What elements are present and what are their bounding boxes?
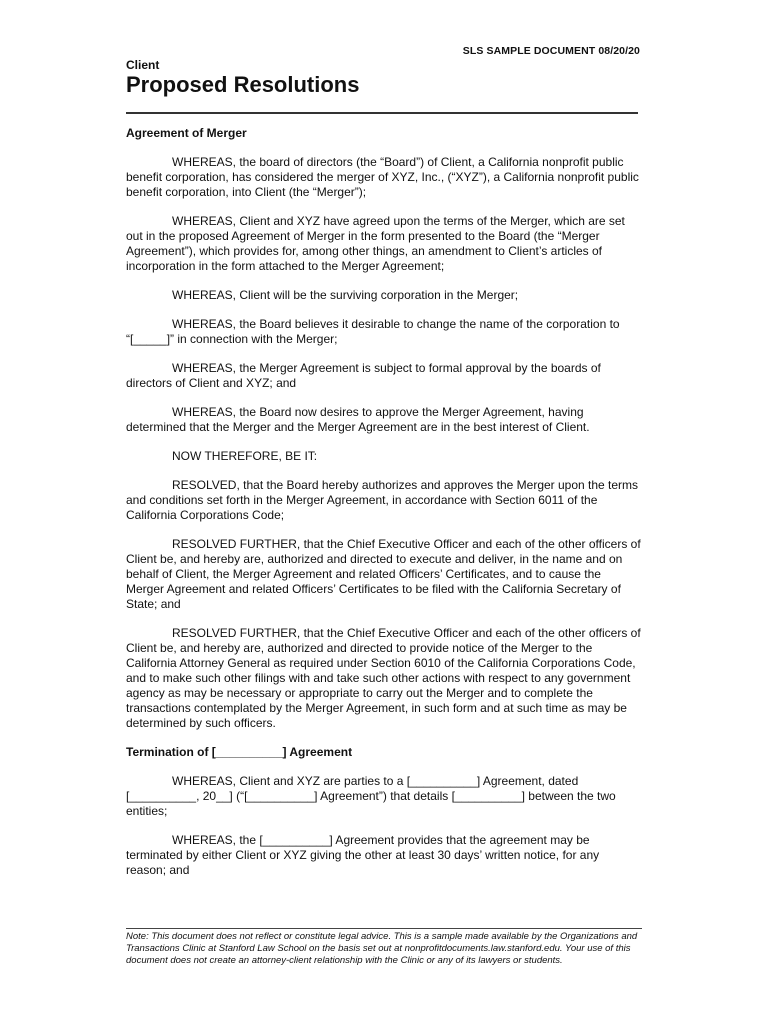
paragraph: WHEREAS, the board of directors (the “Board”) of Client, a California nonprofit public benefit corporation, has considered the merger of XYZ, Inc., (“XYZ”), a California nonprofit public benefit corporation, into Client (the “Merger”); bbox=[126, 155, 639, 199]
paragraph: RESOLVED FURTHER, that the Chief Executive Officer and each of the other officers of Client be, and hereby are, authorized and directed to execute and deliver, in the name and on behalf of Client, the Merger Agreement and related Officers’ Certificates, and to cause the Merger Agreement and related Officers’ Certificates to be filed with the California Secretary of State; and bbox=[126, 537, 641, 611]
paragraph: WHEREAS, the Board believes it desirable to change the name of the corporation to “[_____]” in connection with the Merger; bbox=[126, 317, 620, 346]
footnote-disclaimer: Note: This document does not reflect or constitute legal advice. This is a sample made available by the Organizations and Transactions Clinic at Stanford Law School on the basis set out at nonprofitdocuments.law.stanford.edu. Your use of this document does not create an attorney-client relationship with the Clinic or any of its lawyers or students. bbox=[126, 931, 638, 966]
paragraph: WHEREAS, Client will be the surviving corporation in the Merger; bbox=[172, 288, 519, 302]
paragraph: WHEREAS, Client and XYZ have agreed upon the terms of the Merger, which are set out in the proposed Agreement of Merger in the form presented to the Board (the “Merger Agreement”), which provides for, among other things, an amendment to Client’s articles of incorporation in the form attached to the Merger Agreement; bbox=[126, 214, 625, 273]
document-body bbox=[126, 126, 642, 892]
section-heading-merger: Agreement of Merger bbox=[126, 126, 247, 140]
paragraph: RESOLVED, that the Board hereby authorizes and approves the Merger upon the terms and conditions set forth in the Merger Agreement, in accordance with Section 6011 of the California Corporations Code; bbox=[126, 478, 639, 522]
footnote-divider bbox=[126, 928, 642, 929]
paragraph: NOW THEREFORE, BE IT: bbox=[172, 449, 318, 463]
paragraph: WHEREAS, Client and XYZ are parties to a [__________] Agreement, dated [__________, 20__] (“[__________] Agreement”) that details [__________] between the two entities; bbox=[126, 774, 616, 818]
title-divider bbox=[126, 112, 638, 114]
paragraph: RESOLVED FURTHER, that the Chief Executive Officer and each of the other officers of Client be, and hereby are, authorized and directed to provide notice of the Merger to the California Attorney General as required under Section 6010 of the California Corporations Code, and to make such other filings with and take such other actions with respect to any government agency as may be necessary or appropriate to carry out the Merger and to complete the transactions contemplated by the Merger Agreement, in such form and at such time as may be determined by such officers. bbox=[126, 626, 641, 730]
client-label: Client bbox=[126, 58, 160, 72]
paragraph: WHEREAS, the Board now desires to approve the Merger Agreement, having determined that the Merger and the Merger Agreement are in the best interest of Client. bbox=[126, 405, 590, 434]
document-reference: SLS SAMPLE DOCUMENT 08/20/20 bbox=[462, 45, 640, 57]
paragraph: WHEREAS, the Merger Agreement is subject to formal approval by the boards of directors of Client and XYZ; and bbox=[126, 361, 601, 390]
page-title: Proposed Resolutions bbox=[126, 72, 360, 97]
paragraph: WHEREAS, the [__________] Agreement provides that the agreement may be terminated by either Client or XYZ giving the other at least 30 days’ written notice, for any reason; and bbox=[126, 833, 600, 877]
section-heading-termination: Termination of [__________] Agreement bbox=[126, 745, 353, 759]
